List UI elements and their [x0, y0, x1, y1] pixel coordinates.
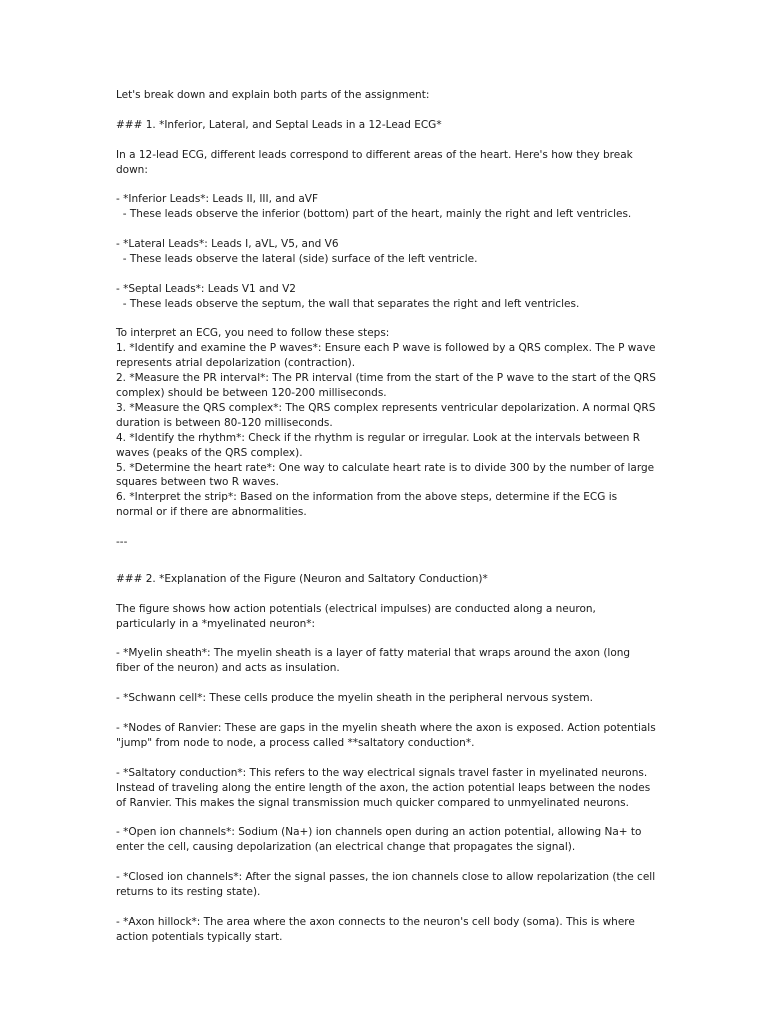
ecg-intro-paragraph: In a 12-lead ECG, different leads correspond to different areas of the heart. Here's how they break down:: [116, 148, 637, 176]
myelin-sheath-item: - *Myelin sheath*: The myelin sheath is a layer of fatty material that wraps around the axon (long fiber of the neuron) and acts as insulation.: [116, 647, 634, 675]
section-divider: ---: [116, 536, 128, 549]
intro-paragraph: Let's break down and explain both parts of the assignment:: [116, 89, 430, 101]
nodes-of-ranvier-item: - *Nodes of Ranvier: These are gaps in the myelin sheath where the axon is exposed. Action potentials "jump" from node to node, a process called **saltatory conduction*.: [116, 721, 660, 749]
closed-ion-channels-item: - *Closed ion channels*: After the signal passes, the ion channels close to allow repolarization (the cell returns to its resting state).: [116, 871, 659, 898]
open-ion-channels-item: - *Open ion channels*: Sodium (Na+) ion channels open during an action potential, allowing Na+ to enter the cell, causing depolarization (an electrical change that propagates the signal).: [116, 826, 645, 854]
inferior-leads-item: - *Inferior Leads*: Leads II, III, and aVF - These leads observe the inferior (bottom) part of the heart, mainly the right and left ventricles.: [116, 193, 632, 221]
section-1-heading: ### 1. *Inferior, Lateral, and Septal Leads in a 12-Lead ECG*: [116, 118, 442, 131]
figure-intro-paragraph: The figure shows how action potentials (electrical impulses) are conducted along a neuron, particularly in a *myelinated neuron*:: [116, 602, 600, 630]
document-page: [116, 88, 660, 959]
lateral-leads-item: - *Lateral Leads*: Leads I, aVL, V5, and V6 - These leads observe the lateral (side) surface of the left ventricle.: [116, 238, 478, 265]
saltatory-conduction-item: - *Saltatory conduction*: This refers to the way electrical signals travel faster in myelinated neurons. Instead of traveling along the entire length of the axon, the action potential leaps between the nodes of Ranvier. This makes the signal transmission much quicker compared to unmyelinated neurons.: [116, 766, 654, 809]
section-2-heading: ### 2. *Explanation of the Figure (Neuron and Saltatory Conduction)*: [116, 572, 488, 585]
axon-hillock-item: - *Axon hillock*: The area where the axon connects to the neuron's cell body (soma). This is where action potentials typically start.: [116, 915, 639, 943]
septal-leads-item: - *Septal Leads*: Leads V1 and V2 - These leads observe the septum, the wall that separates the right and left ventricles.: [116, 282, 580, 310]
schwann-cell-item: - *Schwann cell*: These cells produce the myelin sheath in the peripheral nervous system.: [116, 692, 593, 705]
ecg-steps-list: To interpret an ECG, you need to follow these steps: 1. *Identify and examine the P waves*: Ensure each P wave is followed by a QRS complex. The P wave represents atrial depolarization (contraction). 2. *Measure the PR interval*: The PR interval (time from the start of the P wave to the start of the QRS complex) should be between 120-200 milliseconds. 3. *Measure the QRS complex*: The QRS complex represents ventricular depolarization. A normal QRS duration is between 80-120 milliseconds. 4. *Identify the rhythm*: Check if the rhythm is regular or irregular. Look at the intervals between R waves (peaks of the QRS complex). 5. *Determine the heart rate*: One way to calculate heart rate is to divide 300 by the number of large squares between two R waves. 6. *Interpret the strip*: Based on the information from the above steps, determine if the ECG is normal or if there are abnormalities.: [116, 327, 656, 519]
